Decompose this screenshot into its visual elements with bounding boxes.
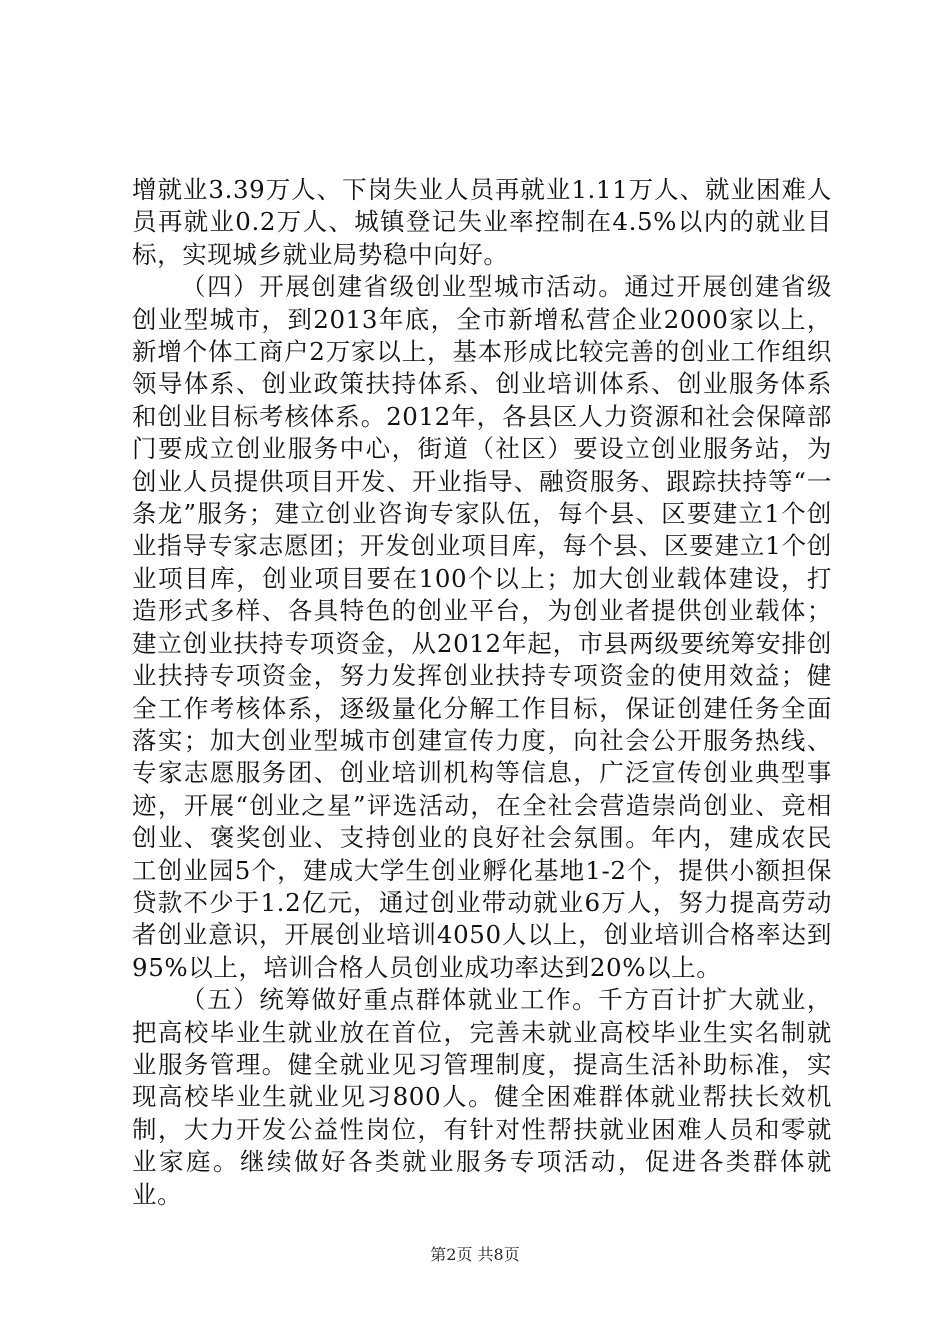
- paragraph-entrepreneurial-city: （四）开展创建省级创业型城市活动。通过开展创建省级创业型城市，到2013年底，全市新增私营企业2000家以上，新增个体工商户2万家以上，基本形成比较完善的创业工作组织领导体系、创业政策扶持体系、创业培训体系、创业服务体系和创业目标考核体系。2012年，各县区人力资源和社会保障部门要成立创业服务中心，街道（社区）要设立创业服务站，为创业人员提供项目开发、开业指导、融资服务、跟踪扶持等“一条龙”服务；建立创业咨询专家队伍，每个县、区要建立1个创业指导专家志愿团；开发创业项目库，每个县、区要建立1个创业项目库，创业项目要在100个以上；加大创业载体建设，打造形式多样、各具特色的创业平台，为创业者提供创业载体；建立创业扶持专项资金，从2012年起，市县两级要统筹安排创业扶持专项资金，努力发挥创业扶持专项资金的使用效益；健全工作考核体系，逐级量化分解工作目标，保证创建任务全面落实；加大创业型城市创建宣传力度，向社会公开服务热线、专家志愿服务团、创业培训机构等信息，广泛宣传创业典型事迹，开展“创业之星”评选活动，在全社会营造崇尚创业、竞相创业、褒奖创业、支持创业的良好社会氛围。年内，建成农民工创业园5个，建成大学生创业孵化基地1-2个，提供小额担保贷款不少于1.2亿元，通过创业带动就业6万人，努力提高劳动者创业意识，开展创业培训4050人以上，创业培训合格率达到95%以上，培训合格人员创业成功率达到20%以上。: [132, 272, 832, 982]
- paragraph-key-groups-employment: （五）统筹做好重点群体就业工作。千方百计扩大就业，把高校毕业生就业放在首位，完善未就业高校毕业生实名制就业服务管理。健全就业见习管理制度，提高生活补助标准，实现高校毕业生就业见习800人。健全困难群体就业帮扶长效机制，大力开发公益性岗位，有针对性帮扶就业困难人员和零就业家庭。继续做好各类就业服务专项活动，促进各类群体就业。: [132, 985, 832, 1209]
- body-text: [132, 174, 832, 1211]
- page-footer: 第2页 共8页: [430, 1245, 520, 1264]
- paragraph-employment-targets: 增就业3.39万人、下岗失业人员再就业1.11万人、就业困难人员再就业0.2万人、城镇登记失业率控制在4.5%以内的就业目标，实现城乡就业局势稳中向好。: [132, 175, 832, 269]
